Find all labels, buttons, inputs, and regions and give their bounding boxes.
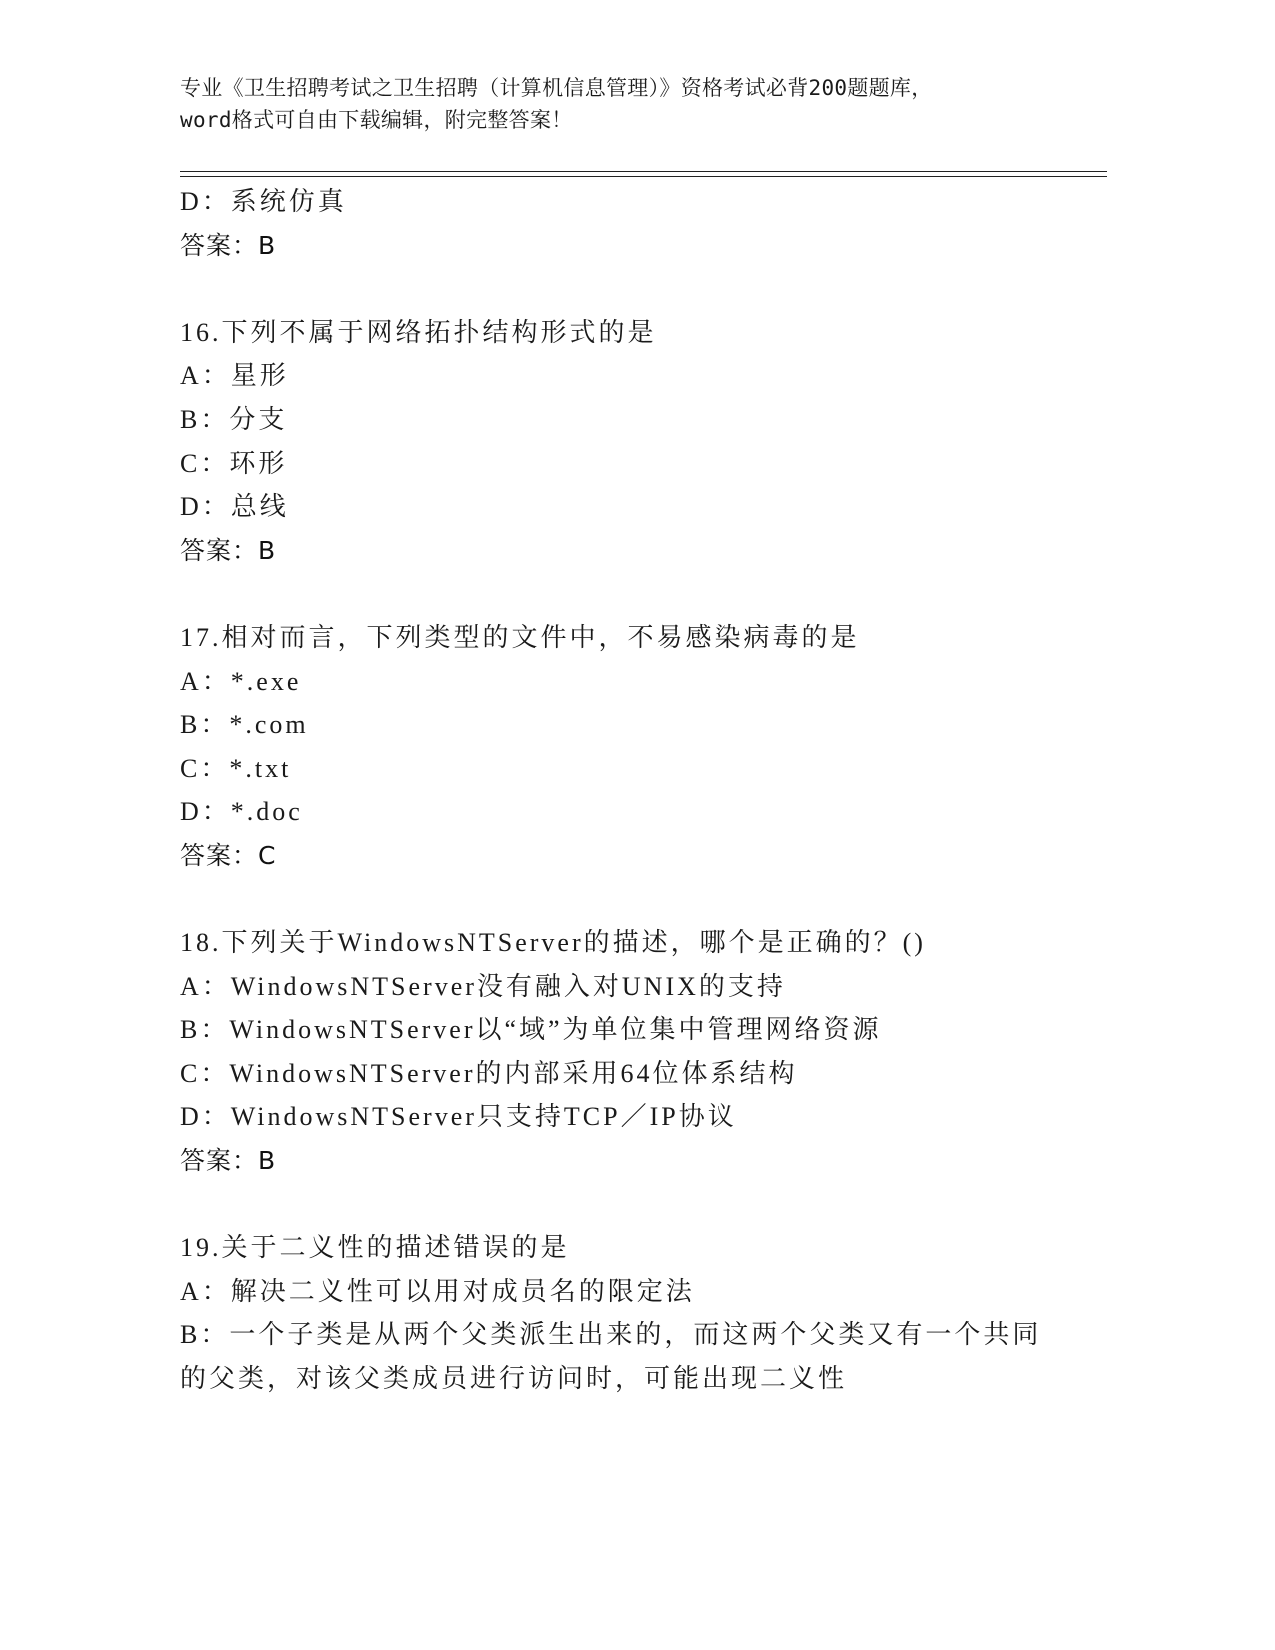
question-option: B：*.com	[180, 710, 309, 740]
question-option: A：WindowsNTServer没有融入对UNIX的支持	[180, 971, 786, 1001]
question-option: B：分支	[180, 404, 288, 434]
question-stem: 16.下列不属于网络拓扑结构形式的是	[180, 317, 657, 347]
question-stem: 19.关于二义性的描述错误的是	[180, 1233, 570, 1263]
header-divider-top	[180, 171, 1107, 172]
header-subtitle-line: word格式可自由下载编辑，附完整答案！	[180, 108, 573, 132]
question-option: C：环形	[180, 448, 288, 478]
question-answer: 答案：B	[180, 1146, 277, 1176]
question-option: B：WindowsNTServer以“域”为单位集中管理网络资源	[180, 1015, 882, 1045]
question-stem: 17.相对而言，下列类型的文件中，不易感染病毒的是	[180, 622, 860, 652]
question-option: D：总线	[180, 492, 289, 522]
question-answer: 答案：B	[180, 230, 277, 260]
question-option: A：解决二义性可以用对成员名的限定法	[180, 1276, 695, 1306]
spacer	[180, 878, 1050, 922]
question-option: C：WindowsNTServer的内部采用64位体系结构	[180, 1058, 798, 1088]
question-list	[180, 180, 1050, 1401]
question-stem: 18.下列关于WindowsNTServer的描述，哪个是正确的？()	[180, 928, 926, 958]
spacer	[180, 572, 1050, 616]
question-option: B：一个子类是从两个父类派生出来的，而这两个父类又有一个共同的父类，对该父类成员进行访问时，可能出现二义性	[180, 1320, 1042, 1394]
spacer	[180, 267, 1050, 311]
question-option: A：*.exe	[180, 666, 302, 696]
question-option: D：*.doc	[180, 797, 303, 827]
question-answer: 答案：C	[180, 840, 277, 870]
question-option: A：星形	[180, 361, 289, 391]
question-option: C：*.txt	[180, 753, 292, 783]
document-header	[180, 72, 1060, 136]
header-title-line: 专业《卫生招聘考试之卫生招聘（计算机信息管理）》资格考试必背200题题库，	[180, 76, 933, 100]
spacer	[180, 1183, 1050, 1227]
question-answer: 答案：B	[180, 535, 277, 565]
header-divider-bottom	[180, 176, 1107, 177]
question-option: D：系统仿真	[180, 187, 347, 216]
question-option: D：WindowsNTServer只支持TCP／IP协议	[180, 1102, 737, 1132]
